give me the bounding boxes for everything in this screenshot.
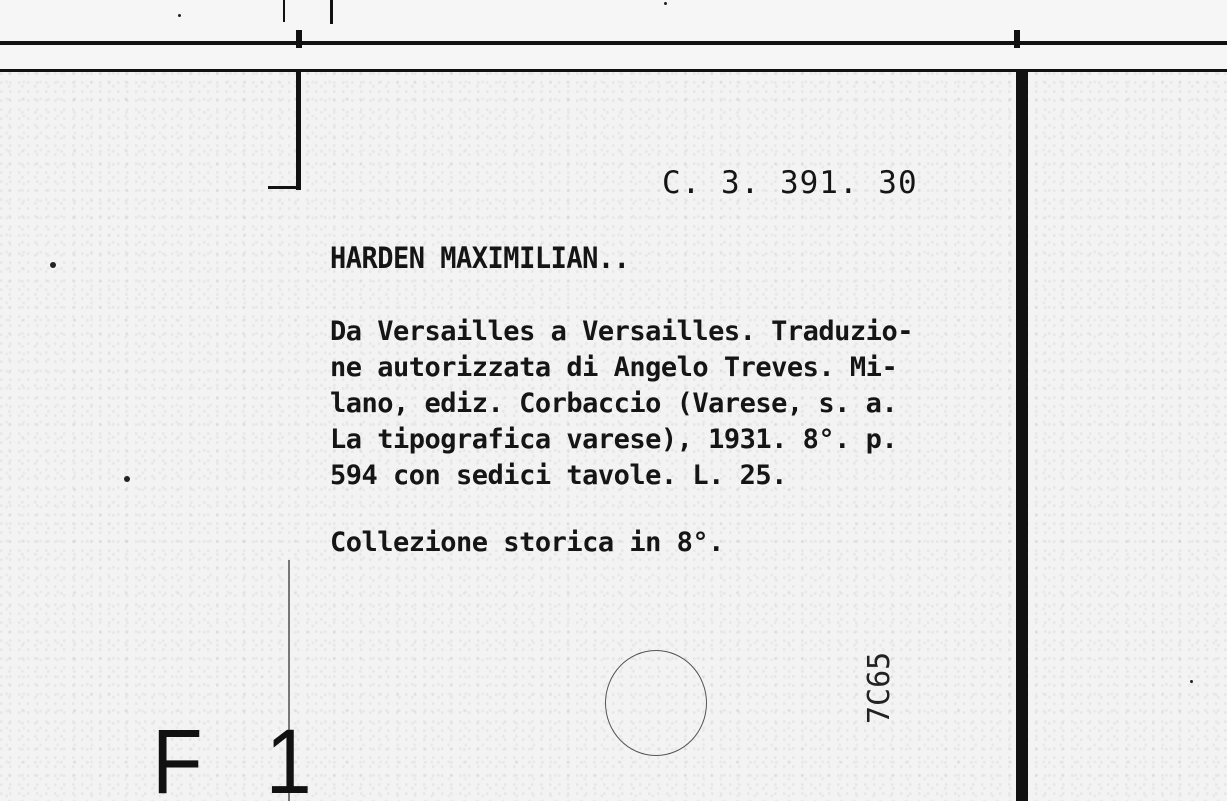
top-notch-left <box>296 30 302 48</box>
description-line: lano, ediz. Corbaccio (Varese, s. a. <box>330 388 898 419</box>
drawer-mark: F1 <box>152 711 375 801</box>
call-number: C. 3. 391. 30 <box>662 165 918 201</box>
right-card-edge <box>1016 72 1028 801</box>
top-tick-right <box>330 0 333 24</box>
previous-card-edge <box>0 0 1227 72</box>
top-tick-left <box>283 0 285 22</box>
top-rule-upper <box>0 41 1227 45</box>
inventory-number-stamp: 7C65 <box>862 651 897 724</box>
description-line: ne autorizzata di Angelo Treves. Mi- <box>330 352 898 383</box>
description-line: 594 con sedici tavole. L. 25. <box>330 460 787 491</box>
description-line: La tipografica varese), 1931. 8°. p. <box>330 424 898 455</box>
description-line: Da Versailles a Versailles. Traduzio- <box>330 316 913 347</box>
speck <box>178 14 181 17</box>
top-rule-lower <box>0 69 1227 72</box>
left-card-edge <box>296 72 301 190</box>
author-heading: HARDEN MAXIMILIAN.. <box>330 242 630 276</box>
speck <box>50 262 56 268</box>
series-note: Collezione storica in 8°. <box>330 527 724 558</box>
left-card-edge-foot <box>268 186 300 189</box>
bibliographic-description <box>330 314 913 494</box>
speck <box>664 2 667 5</box>
library-stamp-circle <box>605 650 707 756</box>
speck <box>1190 680 1193 683</box>
speck <box>124 476 130 482</box>
top-notch-right <box>1014 30 1020 48</box>
